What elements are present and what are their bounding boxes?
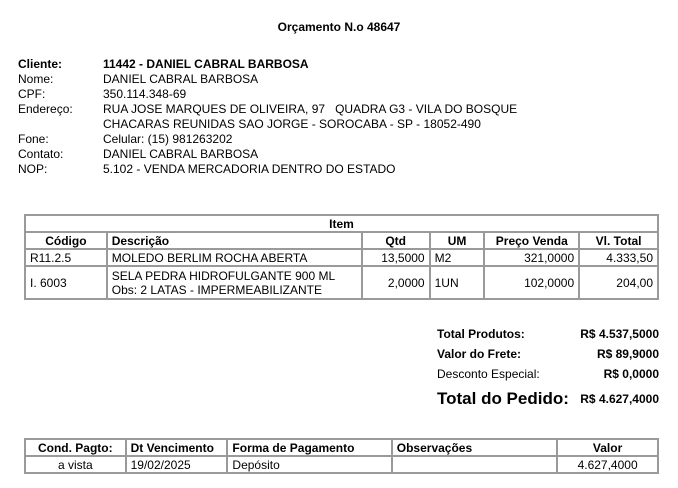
name-value: DANIEL CABRAL BARBOSA [103, 72, 259, 86]
items-caption: Item [25, 215, 658, 232]
name-label: Nome: [18, 72, 54, 86]
cond-pagto: a vista [25, 456, 126, 473]
header-um: UM [430, 232, 485, 249]
payment-table [24, 438, 659, 474]
desconto-value: R$ 0,0000 [603, 367, 659, 381]
item-qtd: 2,0000 [362, 266, 430, 299]
total-produtos-value: R$ 4.537,5000 [580, 327, 659, 341]
header-descricao: Descrição [107, 232, 362, 249]
table-row [25, 266, 658, 299]
forma-pagamento: Depósito [227, 456, 391, 473]
frete-label: Valor do Frete: [437, 347, 522, 361]
phone-label: Fone: [18, 132, 49, 146]
dt-vencimento: 19/02/2025 [126, 456, 228, 473]
header-total: Vl. Total [579, 232, 658, 249]
nop-value: 5.102 - VENDA MERCADORIA DENTRO DO ESTADO [103, 162, 396, 176]
item-descricao: MOLEDO BERLIM ROCHA ABERTA [107, 249, 362, 266]
item-qtd: 13,5000 [362, 249, 430, 266]
desconto-label: Desconto Especial: [437, 367, 540, 381]
client-value: 11442 - DANIEL CABRAL BARBOSA [103, 57, 309, 71]
contact-value: DANIEL CABRAL BARBOSA [103, 147, 259, 161]
address-value: RUA JOSE MARQUES DE OLIVEIRA, 97 QUADRA G3 - VILA DO BOSQUE [103, 102, 518, 116]
address-label-2 [18, 117, 103, 132]
item-codigo: R11.2.5 [25, 249, 107, 266]
total-produtos-label: Total Produtos: [437, 327, 525, 341]
total-pedido-value: R$ 4.627,4000 [580, 392, 659, 406]
item-total: 204,00 [579, 266, 658, 299]
header-valor: Valor [557, 439, 658, 456]
item-preco: 321,0000 [484, 249, 579, 266]
item-um: 1UN [430, 266, 485, 299]
item-obs: Obs: 2 LATAS - IMPERMEABILIZANTE [111, 282, 323, 297]
header-preco: Preço Venda [484, 232, 579, 249]
client-info [18, 57, 517, 177]
observacoes [392, 456, 557, 473]
item-total: 4.333,50 [579, 249, 658, 266]
item-codigo: I. 6003 [25, 266, 107, 299]
cpf-label: CPF: [18, 87, 46, 101]
client-label: Cliente: [18, 57, 63, 71]
header-dt-vencimento: Dt Vencimento [126, 439, 228, 456]
valor: 4.627,4000 [557, 456, 658, 473]
header-qtd: Qtd [362, 232, 430, 249]
item-um: M2 [430, 249, 485, 266]
phone-value: Celular: (15) 981263202 [103, 132, 233, 146]
page-title: Orçamento N.o 48647 [277, 20, 401, 34]
item-preco: 102,0000 [484, 266, 579, 299]
address-value-2: CHACARAS REUNIDAS SAO JORGE - SOROCABA - SP - 18052-490 [103, 117, 481, 131]
address-label: Endereço: [18, 102, 73, 116]
items-table [24, 214, 659, 300]
header-cond-pagto: Cond. Pagto: [25, 439, 126, 456]
item-descricao-cell [107, 266, 362, 299]
nop-label: NOP: [18, 162, 48, 176]
header-forma-pagamento: Forma de Pagamento [227, 439, 391, 456]
total-pedido-label: Total do Pedido: [437, 389, 569, 408]
header-observacoes: Observações [392, 439, 557, 456]
item-descricao: SELA PEDRA HIDROFULGANTE 900 ML [111, 268, 336, 283]
header-codigo: Código [25, 232, 107, 249]
table-row [25, 249, 658, 266]
table-row [25, 456, 658, 473]
contact-label: Contato: [18, 147, 64, 161]
frete-value: R$ 89,9000 [596, 347, 659, 361]
cpf-value: 350.114.348-69 [103, 87, 187, 101]
totals [437, 324, 659, 412]
